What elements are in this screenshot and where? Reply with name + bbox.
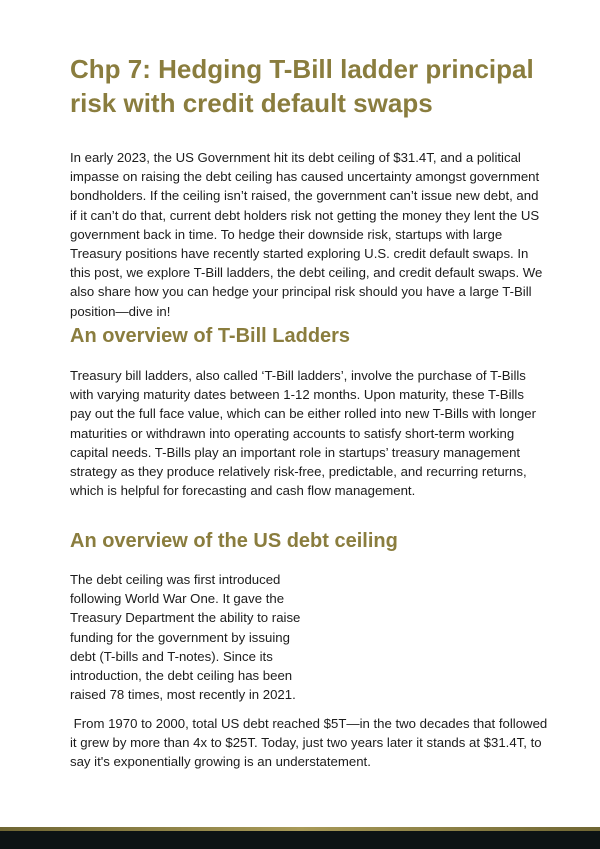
debt-ceiling-paragraph-2: From 1970 to 2000, total US debt reached $5T—in the two decades that followed it grew by more than 4x to $25T. Today, just two years later it stands at $31.4T, to say it's exponentially growing is an understatement.	[70, 716, 551, 770]
tbill-ladders-paragraph: Treasury bill ladders, also called ‘T-Bill ladders’, involve the purchase of T-Bills with varying maturity dates between 1-12 months. Upon maturity, these T-Bills pay out the full face value, which can be either rolled into new T-Bills with longer maturities or withdrawn into operating accounts to satisfy short-term working capital needs. T-Bills play an important role in startups’ treasury management strategy as they produce relatively risk-free, predictable, and recurring returns, which is helpful for forecasting and cash flow management.	[70, 368, 536, 499]
intro-paragraph: In early 2023, the US Government hit its debt ceiling of $31.4T, and a political impasse on raising the debt ceiling has caused uncertainty amongst government bondholders. If the ceiling isn’t raised, the government can’t issue new debt, and if it can’t do that, current debt holders risk not getting the money they lent the US government back in time. To hedge their downside risk, startups with large Treasury positions have recently started exploring U.S. credit default swaps. In this post, we explore T-Bill ladders, the debt ceiling, and credit default swaps. We also share how you can hedge your principal risk should you have a large T-Bill position—dive in!	[70, 150, 543, 319]
chapter-title: Chp 7: Hedging T-Bill ladder principal risk with credit default swaps	[70, 54, 534, 118]
section-heading-tbill-ladders: An overview of T-Bill Ladders	[70, 325, 351, 347]
section-heading-debt-ceiling: An overview of the US debt ceiling	[70, 530, 398, 552]
debt-ceiling-paragraph-1: The debt ceiling was first introduced following World War One. It gave the Treasury Department the ability to raise funding for the government by issuing debt (T-bills and T-notes). Since its introduction, the debt ceiling has been raised 78 times, most recently in 2021.	[70, 572, 301, 703]
footer-bar	[0, 831, 600, 849]
